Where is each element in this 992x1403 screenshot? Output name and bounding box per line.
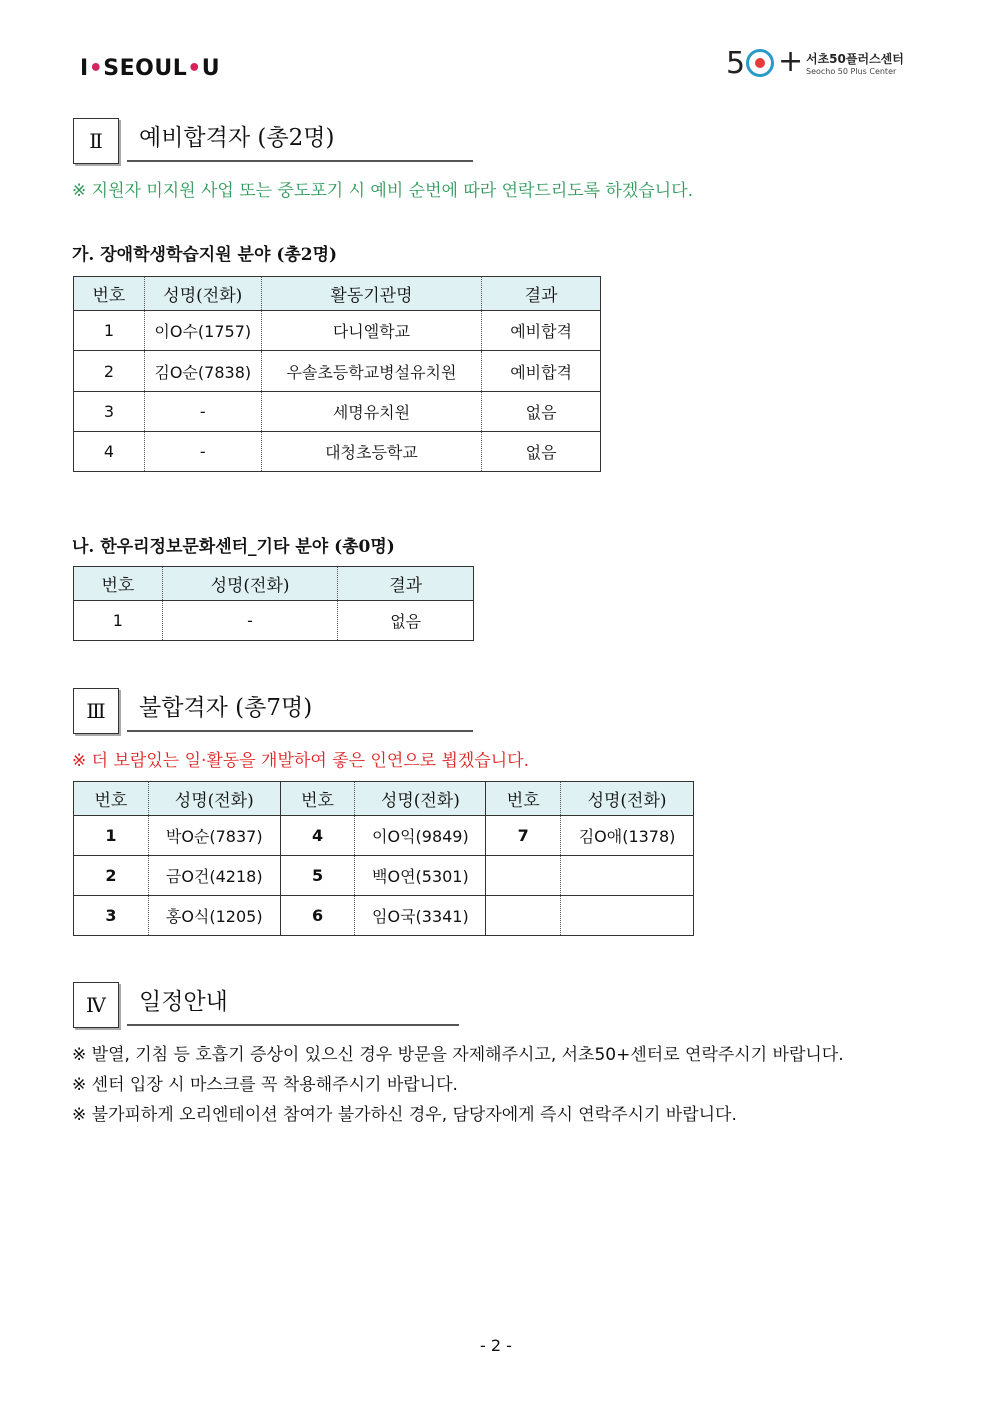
cell: 1	[74, 311, 145, 351]
cell: 김O애(1378)	[561, 816, 694, 856]
cell: 다니엘학교	[261, 311, 482, 351]
cell: 1	[74, 816, 149, 856]
col-number: 번호	[74, 782, 149, 816]
col-number: 번호	[74, 567, 163, 601]
cell: 3	[74, 896, 149, 936]
cell: 임O국(3341)	[355, 896, 486, 936]
schedule-line-2: ※ 센터 입장 시 마스크를 꼭 착용해주시기 바랍니다.	[72, 1075, 458, 1095]
cell: 없음	[338, 601, 474, 641]
section-4-title: 일정안내	[127, 982, 459, 1026]
cell: 2	[74, 856, 149, 896]
col-number: 번호	[74, 277, 145, 311]
logo-dot: •	[88, 56, 104, 81]
schedule-line-1: ※ 발열, 기침 등 호흡기 증상이 있으신 경우 방문을 자제해주시고, 서초50+센터로 연락주시기 바랍니다.	[72, 1045, 844, 1065]
table-row	[74, 601, 474, 641]
cell: 대청초등학교	[261, 432, 482, 472]
logo-seoul: SEOUL	[103, 56, 188, 81]
cell: -	[144, 432, 261, 472]
cell: 홍O식(1205)	[148, 896, 280, 936]
cell	[486, 856, 561, 896]
table-row	[74, 896, 694, 936]
page-number: - 2 -	[480, 1336, 512, 1355]
cell: 이O수(1757)	[144, 311, 261, 351]
table-row	[74, 432, 601, 472]
logo-ring-icon	[746, 49, 774, 77]
table-row	[74, 311, 601, 351]
cell: 예비합격	[482, 351, 601, 392]
cell: 3	[74, 392, 145, 432]
section-3-number: Ⅲ	[73, 688, 119, 734]
cell: 5	[280, 856, 355, 896]
cell: 금O건(4218)	[148, 856, 280, 896]
table-row	[74, 392, 601, 432]
cell: 예비합격	[482, 311, 601, 351]
cell: -	[162, 601, 338, 641]
section-3-note: ※ 더 보람있는 일·활동을 개발하여 좋은 인연으로 뵙겠습니다.	[72, 751, 530, 771]
cell: 박O순(7837)	[148, 816, 280, 856]
cell	[561, 856, 694, 896]
cell	[561, 896, 694, 936]
cell: 4	[280, 816, 355, 856]
seocho-50plus-logo	[726, 44, 916, 84]
col-number: 번호	[280, 782, 355, 816]
cell: 2	[74, 351, 145, 392]
waitlist-table-b	[73, 566, 474, 641]
logo-eng-text: Seocho 50 Plus Center	[806, 67, 897, 76]
waitlist-table-a	[73, 276, 601, 472]
i-seoul-u-logo	[80, 56, 220, 81]
section-3-title: 불합격자 (총7명)	[127, 688, 473, 732]
col-name: 성명(전화)	[355, 782, 486, 816]
col-org: 활동기관명	[261, 277, 482, 311]
table-row	[74, 856, 694, 896]
cell: 없음	[482, 392, 601, 432]
col-name: 성명(전화)	[148, 782, 280, 816]
logo-plus: +	[778, 44, 804, 79]
rejected-table	[73, 781, 694, 936]
col-name: 성명(전화)	[561, 782, 694, 816]
logo-50-num: 5	[726, 46, 746, 81]
cell: 4	[74, 432, 145, 472]
table-header-row	[74, 567, 474, 601]
cell: 6	[280, 896, 355, 936]
logo-dot: •	[187, 56, 202, 81]
table-header-row	[74, 277, 601, 311]
section-2-number: Ⅱ	[73, 118, 119, 164]
col-name: 성명(전화)	[162, 567, 338, 601]
col-result: 결과	[482, 277, 601, 311]
sub-b-heading: 나. 한우리정보문화센터_기타 분야 (총0명)	[72, 537, 395, 557]
logo-u: U	[201, 56, 221, 81]
section-2-title: 예비합격자 (총2명)	[127, 118, 473, 162]
col-result: 결과	[338, 567, 474, 601]
cell: 김O순(7838)	[144, 351, 261, 392]
col-name: 성명(전화)	[144, 277, 261, 311]
cell: 세명유치원	[261, 392, 482, 432]
section-2-note: ※ 지원자 미지원 사업 또는 중도포기 시 예비 순번에 따라 연락드리도록 하겠습니다.	[72, 181, 694, 201]
table-row	[74, 351, 601, 392]
cell: 이O익(9849)	[355, 816, 486, 856]
schedule-line-3: ※ 불가피하게 오리엔테이션 참여가 불가하신 경우, 담당자에게 즉시 연락주시기 바랍니다.	[72, 1105, 737, 1125]
cell	[486, 896, 561, 936]
sub-a-heading: 가. 장애학생학습지원 분야 (총2명)	[72, 245, 338, 265]
logo-kor-text: 서초50플러스센터	[806, 52, 904, 66]
table-row	[74, 816, 694, 856]
cell: 1	[74, 601, 163, 641]
col-number: 번호	[486, 782, 561, 816]
cell: 백O연(5301)	[355, 856, 486, 896]
cell: 7	[486, 816, 561, 856]
cell: -	[144, 392, 261, 432]
logo-i: I	[80, 56, 89, 81]
cell: 없음	[482, 432, 601, 472]
section-4-number: Ⅳ	[73, 982, 119, 1028]
table-header-row	[74, 782, 694, 816]
cell: 우솔초등학교병설유치원	[261, 351, 482, 392]
